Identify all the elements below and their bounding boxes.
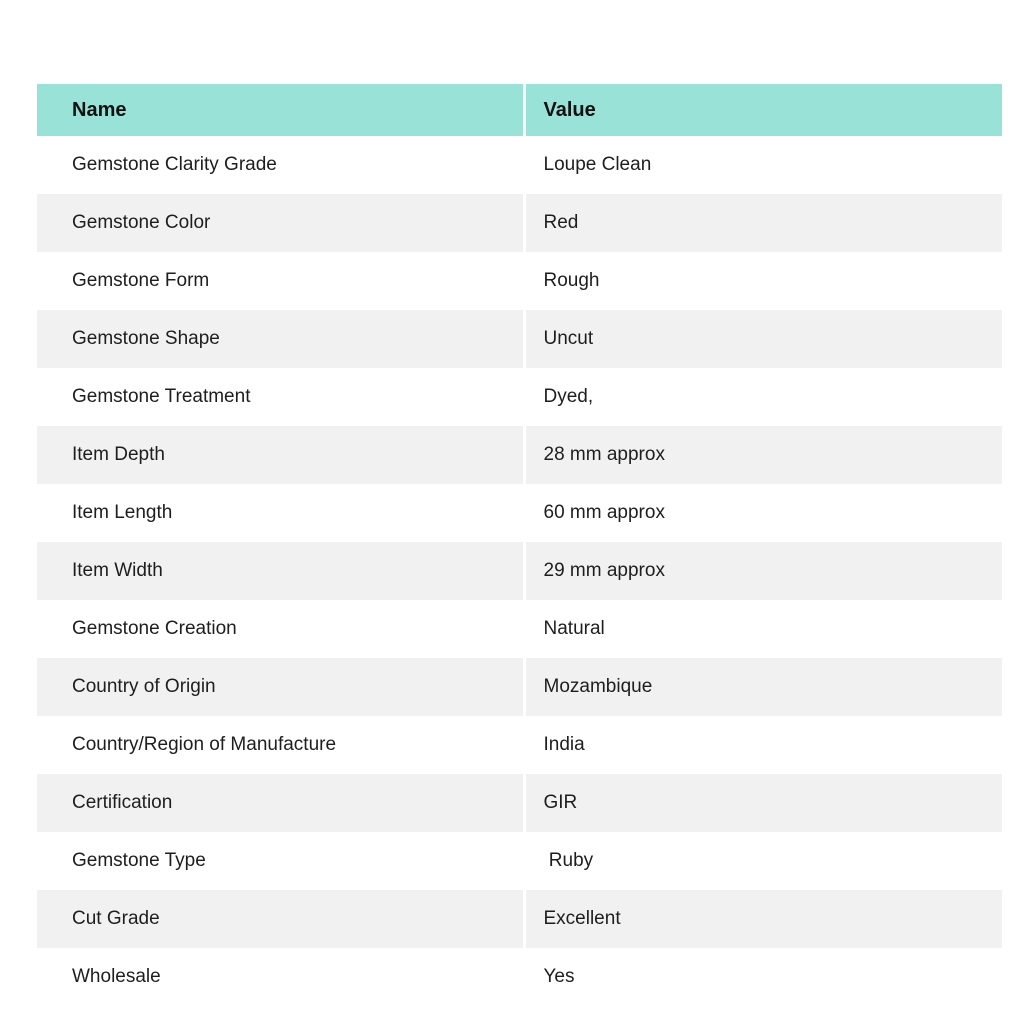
column-header-value: Value (524, 84, 1002, 136)
row-value-cell: 29 mm approx (524, 542, 1002, 600)
row-name-cell: Gemstone Type (37, 832, 524, 890)
table-body (37, 136, 1002, 1006)
row-value-cell: India (524, 716, 1002, 774)
table-header (37, 84, 1002, 136)
table-row (37, 948, 1002, 1006)
row-name-cell: Item Width (37, 542, 524, 600)
row-name-cell: Gemstone Treatment (37, 368, 524, 426)
row-name-cell: Gemstone Clarity Grade (37, 136, 524, 194)
column-header-name: Name (37, 84, 524, 136)
row-value-cell: Loupe Clean (524, 136, 1002, 194)
table-row (37, 832, 1002, 890)
table-row (37, 716, 1002, 774)
row-name-cell: Gemstone Creation (37, 600, 524, 658)
row-value-cell: 28 mm approx (524, 426, 1002, 484)
row-value-cell: Excellent (524, 890, 1002, 948)
row-name-cell: Country of Origin (37, 658, 524, 716)
row-value-cell: Dyed, (524, 368, 1002, 426)
row-value-cell: Mozambique (524, 658, 1002, 716)
table-row (37, 890, 1002, 948)
table-row (37, 136, 1002, 194)
item-specifics-table-container (37, 84, 1002, 1006)
item-specifics-table (37, 84, 1002, 1006)
row-value-cell: GIR (524, 774, 1002, 832)
row-name-cell: Item Length (37, 484, 524, 542)
table-row (37, 368, 1002, 426)
row-name-cell: Gemstone Form (37, 252, 524, 310)
table-row (37, 194, 1002, 252)
table-row (37, 426, 1002, 484)
row-value-cell: Rough (524, 252, 1002, 310)
table-row (37, 542, 1002, 600)
header-row (37, 84, 1002, 136)
row-value-cell: Yes (524, 948, 1002, 1006)
row-value-cell: Ruby (524, 832, 1002, 890)
row-value-cell: 60 mm approx (524, 484, 1002, 542)
row-name-cell: Wholesale (37, 948, 524, 1006)
row-name-cell: Country/Region of Manufacture (37, 716, 524, 774)
table-row (37, 310, 1002, 368)
row-value-cell: Natural (524, 600, 1002, 658)
table-row (37, 774, 1002, 832)
table-row (37, 658, 1002, 716)
table-row (37, 484, 1002, 542)
row-name-cell: Gemstone Shape (37, 310, 524, 368)
row-name-cell: Item Depth (37, 426, 524, 484)
row-value-cell: Uncut (524, 310, 1002, 368)
row-name-cell: Cut Grade (37, 890, 524, 948)
table-row (37, 600, 1002, 658)
row-name-cell: Certification (37, 774, 524, 832)
row-name-cell: Gemstone Color (37, 194, 524, 252)
row-value-cell: Red (524, 194, 1002, 252)
table-row (37, 252, 1002, 310)
